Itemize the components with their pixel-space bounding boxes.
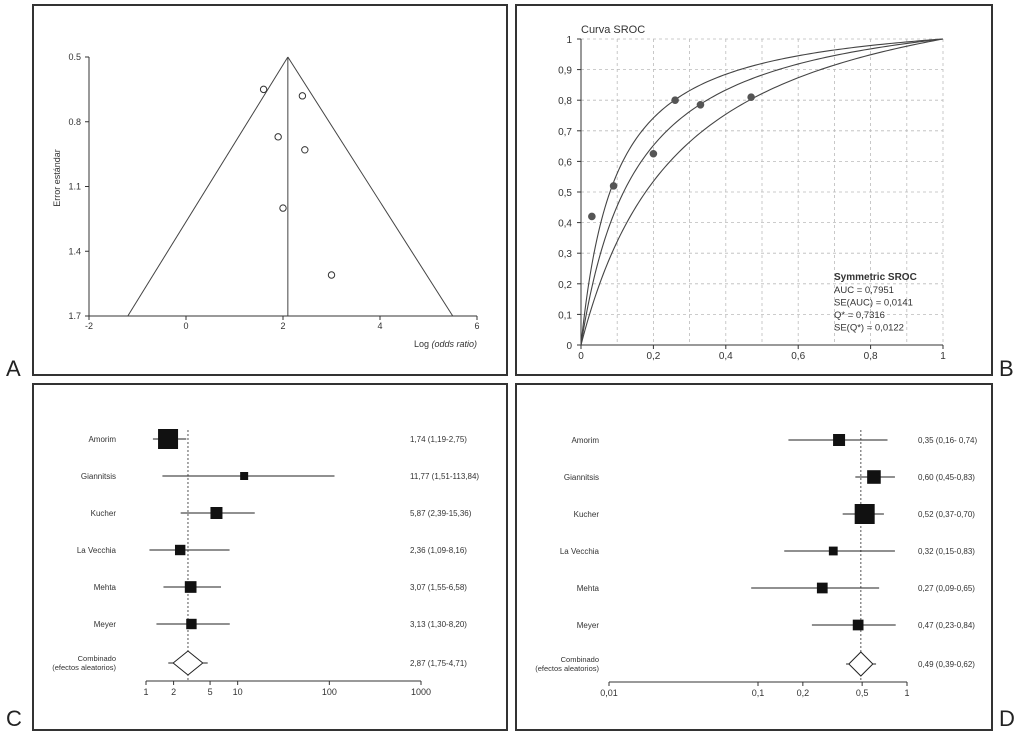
panel-b-y-tick-label: 0,9 — [558, 65, 572, 77]
panel-b-point — [672, 97, 679, 104]
panel-c-study-box — [240, 472, 248, 480]
panel-c-combined-value: 2,87 (1,75-4,71) — [410, 659, 467, 668]
panel-b-y-tick-label: 0,3 — [558, 249, 572, 261]
panel-b-annotation-line: SE(Q*) = 0,0122 — [834, 322, 904, 334]
panel-a-y-label: Error estándar — [52, 149, 62, 207]
panel-d-study-value: 0,60 (0,45-0,83) — [918, 473, 975, 482]
panel-a-x-tick-label: 6 — [474, 321, 480, 331]
panel-c-x-tick-label: 5 — [207, 687, 213, 697]
panel-b-annotation-line: AUC = 0,7951 — [834, 285, 894, 296]
panel-c-x-tick-label: 1 — [143, 687, 149, 697]
panel-a-x-tick-label: 0 — [183, 321, 189, 331]
panel-b-y-tick-label: 0,2 — [558, 279, 572, 291]
panel-c-study-name: Mehta — [93, 583, 116, 592]
panel-b-x-tick-label: 1 — [940, 351, 946, 362]
panel-c-combined-diamond — [173, 651, 203, 675]
panel-b-annotation-line: SE(AUC) = 0,0141 — [834, 297, 913, 309]
panel-d-study-box — [829, 547, 838, 556]
panel-a-y-tick-label: 1.4 — [68, 246, 81, 257]
panel-b-y-tick-label: 0,8 — [558, 96, 572, 108]
panel-d-x-tick-label: 0,5 — [855, 688, 869, 698]
panel-c-study-name: Giannitsis — [80, 472, 116, 481]
panel-d-study-box — [855, 504, 875, 524]
panel-c-study-value: 3,13 (1,30-8,20) — [410, 620, 467, 629]
panel-c-study-value: 1,74 (1,19-2,75) — [410, 435, 467, 444]
panel-c-study-name: La Vecchia — [76, 546, 116, 555]
panel-b-y-tick-label: 0,4 — [558, 218, 572, 230]
panel-c-study-value: 3,07 (1,55-6,58) — [410, 583, 467, 592]
panel-b-point — [748, 94, 755, 101]
panel-d-study-name: Mehta — [576, 584, 599, 593]
panel-d-combined-name: Combinado — [560, 655, 599, 664]
panel-a-x-tick-label: -2 — [84, 321, 94, 331]
panel-d-study-name: Giannitsis — [563, 473, 599, 482]
panel-label-a: A — [6, 356, 21, 381]
panel-b-y-tick-label: 0 — [566, 341, 572, 352]
panel-d-study-value: 0,27 (0,09-0,65) — [918, 584, 975, 593]
panel-d-study-value: 0,32 (0,15-0,83) — [918, 547, 975, 556]
panel-c-x-tick-label: 2 — [171, 687, 177, 697]
panel-d-study-name: Amorim — [571, 436, 599, 445]
panel-a-x-label: Log (odds ratio) — [414, 339, 478, 349]
panel-c-study-box — [210, 507, 222, 519]
panel-d-x-tick-label: 0,1 — [751, 688, 765, 698]
panel-b-x-tick-label: 0 — [578, 351, 584, 362]
panel-a-funnel-left — [128, 57, 288, 316]
panel-b-point — [589, 213, 596, 220]
panel-a-y-tick-label: 1.7 — [68, 311, 81, 321]
panel-a-y-tick-label: 0.8 — [68, 116, 81, 127]
panel-d-x-tick-label: 0,2 — [796, 688, 810, 698]
panel-a-x-tick-label: 4 — [377, 321, 383, 331]
panel-d-study-value: 0,52 (0,37-0,70) — [918, 510, 975, 519]
panel-c-study-box — [185, 581, 197, 593]
panel-a-y-tick-label: 1.1 — [68, 181, 81, 192]
panel-b-y-tick-label: 0,7 — [558, 126, 572, 138]
panel-b-point — [610, 183, 617, 190]
panel-b-x-tick-label: 0,2 — [646, 351, 661, 362]
panel-a-point — [299, 93, 305, 99]
panel-d-combined-sub: (efectos aleatorios) — [535, 664, 599, 673]
panel-d-study-value: 0,47 (0,23-0,84) — [918, 621, 975, 630]
panel-d-chart — [535, 430, 977, 698]
panel-a-point — [328, 272, 334, 278]
panel-c-study-value: 11,77 (1,51-113,84) — [410, 472, 480, 481]
panel-b-chart — [558, 24, 946, 362]
panel-d-study-box — [867, 470, 881, 484]
panel-d-study-value: 0,35 (0,16- 0,74) — [918, 436, 978, 445]
panel-a-point — [275, 134, 281, 140]
panel-a-funnel-right — [288, 57, 453, 316]
panel-c-study-box — [158, 429, 178, 449]
panel-c-chart — [52, 429, 479, 697]
panel-b-y-tick-label: 0,6 — [558, 157, 572, 169]
panel-a-point — [260, 86, 266, 92]
panel-b-annotation-heading: Symmetric SROC — [834, 272, 917, 283]
panel-label-c: C — [6, 706, 22, 731]
panel-c-study-name: Kucher — [90, 509, 116, 518]
panel-c-study-box — [175, 545, 185, 555]
panel-d-x-tick-label: 1 — [904, 688, 910, 698]
panel-d-x-tick-label: 0,01 — [600, 688, 618, 698]
panel-d-combined-value: 0,49 (0,39-0,62) — [918, 660, 975, 669]
panel-d-study-name: La Vecchia — [559, 547, 599, 556]
panel-c-study-box — [186, 619, 196, 629]
panel-d-study-box — [817, 583, 828, 594]
panel-b-point — [650, 150, 657, 157]
panel-label-b: B — [999, 356, 1014, 381]
panel-c-study-value: 5,87 (2,39-15,36) — [410, 509, 472, 518]
panel-d-study-name: Meyer — [576, 621, 599, 630]
panel-b-y-tick-label: 1 — [566, 35, 572, 46]
panel-c-combined-name: Combinado — [77, 654, 116, 663]
panel-b-annotation-line: Q* = 0,7316 — [834, 310, 885, 321]
panel-b-point — [697, 101, 704, 108]
panel-a-x-label-italic: (odds ratio) — [431, 339, 478, 349]
panel-b-x-tick-label: 0,8 — [863, 351, 878, 362]
panel-d-combined-diamond — [849, 652, 873, 676]
panel-c-x-tick-label: 100 — [321, 687, 337, 697]
panel-b-x-tick-label: 0,4 — [718, 351, 733, 362]
panel-a-y-tick-label: 0.5 — [68, 52, 81, 62]
panel-c-study-name: Amorim — [88, 435, 116, 444]
panel-d-study-box — [833, 434, 845, 446]
panel-c-x-tick-label: 10 — [232, 687, 243, 697]
panel-a-x-tick-label: 2 — [280, 321, 286, 331]
panel-b-y-tick-label: 0,5 — [558, 188, 572, 199]
panel-a-point — [302, 147, 308, 153]
panel-c-x-tick-label: 1000 — [410, 687, 432, 697]
panel-b-title: Curva SROC — [581, 24, 646, 36]
panel-d-study-name: Kucher — [573, 510, 599, 519]
panel-c-combined-sub: (efectos aleatorios) — [52, 663, 116, 672]
panel-a-chart — [52, 52, 480, 349]
panel-b-y-tick-label: 0,1 — [558, 310, 572, 322]
panel-a-point — [280, 205, 286, 211]
panel-b-x-tick-label: 0,6 — [791, 351, 806, 362]
panel-d-study-box — [853, 620, 864, 631]
panel-c-study-name: Meyer — [93, 620, 116, 629]
panel-c-study-value: 2,36 (1,09-8,16) — [410, 546, 467, 555]
panel-label-d: D — [999, 706, 1015, 731]
